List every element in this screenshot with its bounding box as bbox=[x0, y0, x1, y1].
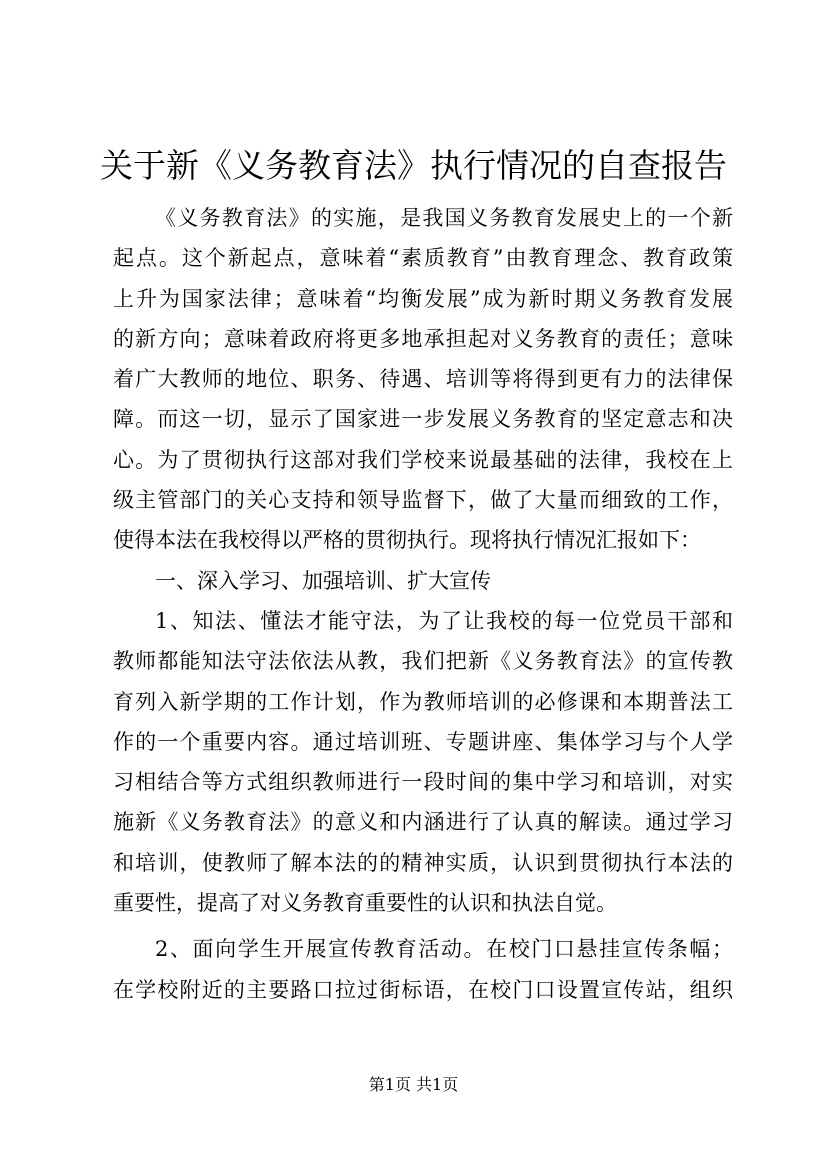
paragraph-2-line-8: 重要性，提高了对义务教育重要性的认识和执法自觉。 bbox=[113, 891, 617, 916]
paragraph-1-line-4: 的新方向；意味着政府将更多地承担起对义务教育的责任；意味 bbox=[113, 326, 733, 351]
paragraph-1-line-2: 起点。这个新起点，意味着“素质教育”由教育理念、教育政策 bbox=[113, 246, 733, 271]
paragraph-2-line-5: 习相结合等方式组织教师进行一段时间的集中学习和培训，对实 bbox=[113, 770, 733, 795]
paragraph-3-line-2: 在学校附近的主要路口拉过街标语，在校门口设置宣传站，组织 bbox=[113, 977, 733, 1002]
paragraph-2-line-1: 1、知法、懂法才能守法，为了让我校的每一位党员干部和 bbox=[155, 608, 733, 633]
paragraph-2-line-6: 施新《义务教育法》的意义和内涵进行了认真的解读。通过学习 bbox=[113, 810, 733, 835]
paragraph-1-line-6: 障。而这一切，显示了国家进一步发展义务教育的坚定意志和决 bbox=[113, 407, 733, 432]
paragraph-1-line-3: 上升为国家法律；意味着“均衡发展”成为新时期义务教育发展 bbox=[113, 286, 733, 311]
paragraph-2-line-2: 教师都能知法守法依法从教，我们把新《义务教育法》的宣传教 bbox=[113, 649, 733, 674]
paragraph-1-line-5: 着广大教师的地位、职务、待遇、培训等将得到更有力的法律保 bbox=[113, 367, 733, 392]
document-title: 关于新《义务教育法》执行情况的自查报告 bbox=[100, 146, 727, 185]
paragraph-1-line-1: 《义务教育法》的实施，是我国义务教育发展史上的一个新 bbox=[155, 206, 733, 230]
paragraph-2-line-4: 作的一个重要内容。通过培训班、专题讲座、集体学习与个人学 bbox=[113, 729, 733, 754]
page-footer: 第1页 共1页 bbox=[368, 1075, 459, 1094]
paragraph-2-line-7: 和培训，使教师了解本法的的精神实质，认识到贯彻执行本法的 bbox=[113, 850, 733, 875]
paragraph-1-line-8: 级主管部门的关心支持和领导监督下，做了大量而细致的工作， bbox=[113, 488, 733, 513]
paragraph-3-line-1: 2、面向学生开展宣传教育活动。在校门口悬挂宣传条幅； bbox=[155, 937, 733, 962]
section-heading-1: 一、深入学习、加强培训、扩大宣传 bbox=[155, 568, 491, 593]
paragraph-1-line-7: 心。为了贯彻执行这部对我们学校来说最基础的法律，我校在上 bbox=[113, 447, 733, 472]
document-body bbox=[113, 198, 733, 1010]
paragraph-2-line-3: 育列入新学期的工作计划，作为教师培训的必修课和本期普法工 bbox=[113, 689, 733, 714]
paragraph-1-line-9: 使得本法在我校得以严格的贯彻执行。现将执行情况汇报如下： bbox=[113, 528, 701, 553]
